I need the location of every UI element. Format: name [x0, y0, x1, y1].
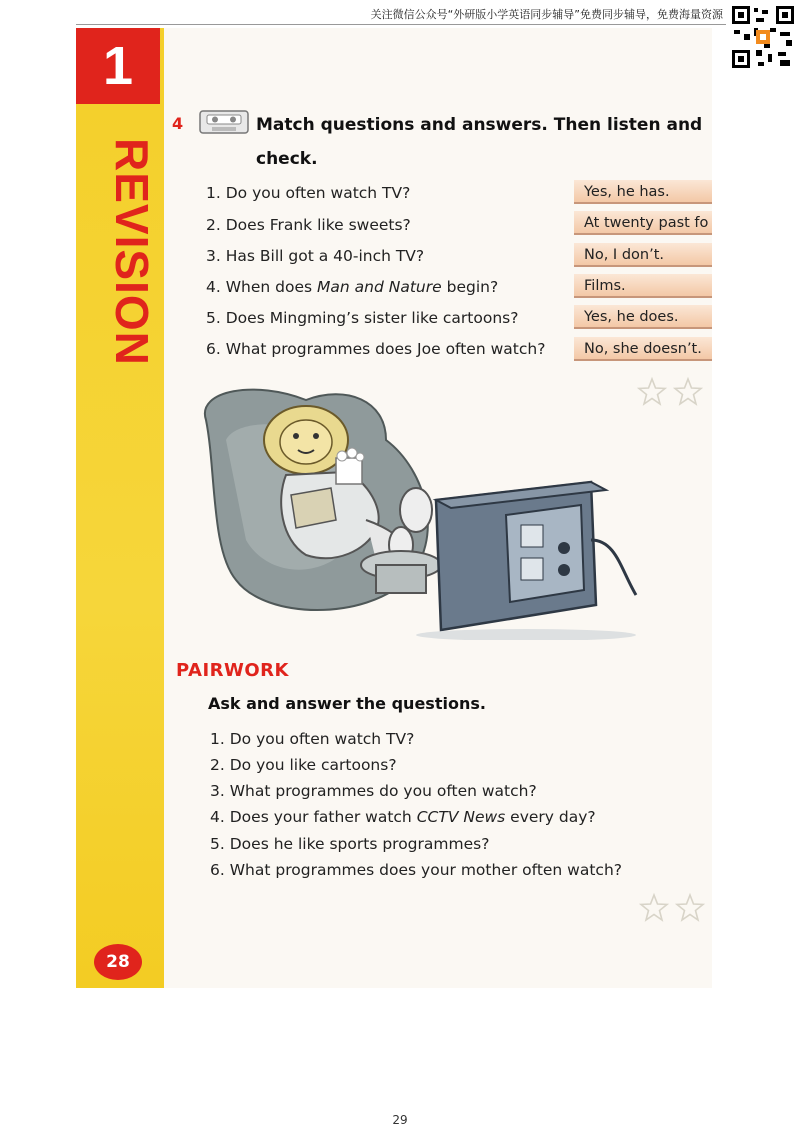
pairwork-question-6: 6. What programmes does your mother often watch?: [210, 861, 623, 879]
answer-box-3: No, I don’t.: [574, 243, 712, 267]
cassette-icon: [198, 108, 250, 136]
question-3: 3. Has Bill got a 40-inch TV?: [206, 247, 425, 265]
answer-box-2: At twenty past fo: [574, 211, 712, 235]
qr-code: [730, 4, 796, 70]
header-divider: [76, 24, 726, 25]
pairwork-question-3: 3. What programmes do you often watch?: [210, 782, 537, 800]
star-icons: [636, 376, 708, 408]
illustration-lion-watching-tv: [196, 380, 646, 640]
answer-box-4: Films.: [574, 274, 712, 298]
question-2: 2. Does Frank like sweets?: [206, 216, 411, 234]
question-5: 5. Does Mingming’s sister like cartoons?: [206, 309, 519, 327]
textbook-page: [76, 28, 712, 988]
star-icon: [641, 895, 667, 920]
pairwork-question-1: 1. Do you often watch TV?: [210, 730, 415, 748]
question-4: 4. When does Man and Nature begin?: [206, 278, 499, 296]
answer-box-1: Yes, he has.: [574, 180, 712, 204]
header-banner: 关注微信公众号“外研版小学英语同步辅导”免费同步辅导，免费海量资源: [370, 8, 723, 21]
star-icons-pairwork: [638, 892, 710, 924]
question-1: 1. Do you often watch TV?: [206, 184, 411, 202]
pairwork-question-4: 4. Does your father watch CCTV News every day?: [210, 808, 596, 826]
answer-box-5: Yes, he does.: [574, 305, 712, 329]
star-icon: [675, 379, 701, 404]
pdf-page-number: 29: [392, 1113, 408, 1127]
exercise-title: Match questions and answers. Then listen and check.: [256, 115, 703, 169]
exercise-number: 4: [172, 114, 184, 133]
revision-label: REVISION: [106, 138, 158, 366]
unit-number: 1: [76, 28, 160, 104]
pairwork-instruction: Ask and answer the questions.: [208, 694, 486, 713]
pairwork-question-2: 2. Do you like cartoons?: [210, 756, 397, 774]
pairwork-heading: PAIRWORK: [176, 660, 289, 681]
pairwork-question-5: 5. Does he like sports programmes?: [210, 835, 490, 853]
star-icon: [677, 895, 703, 920]
question-6: 6. What programmes does Joe often watch?: [206, 340, 546, 358]
page-number-badge: 28: [94, 944, 142, 980]
answer-box-6: No, she doesn’t.: [574, 337, 712, 361]
